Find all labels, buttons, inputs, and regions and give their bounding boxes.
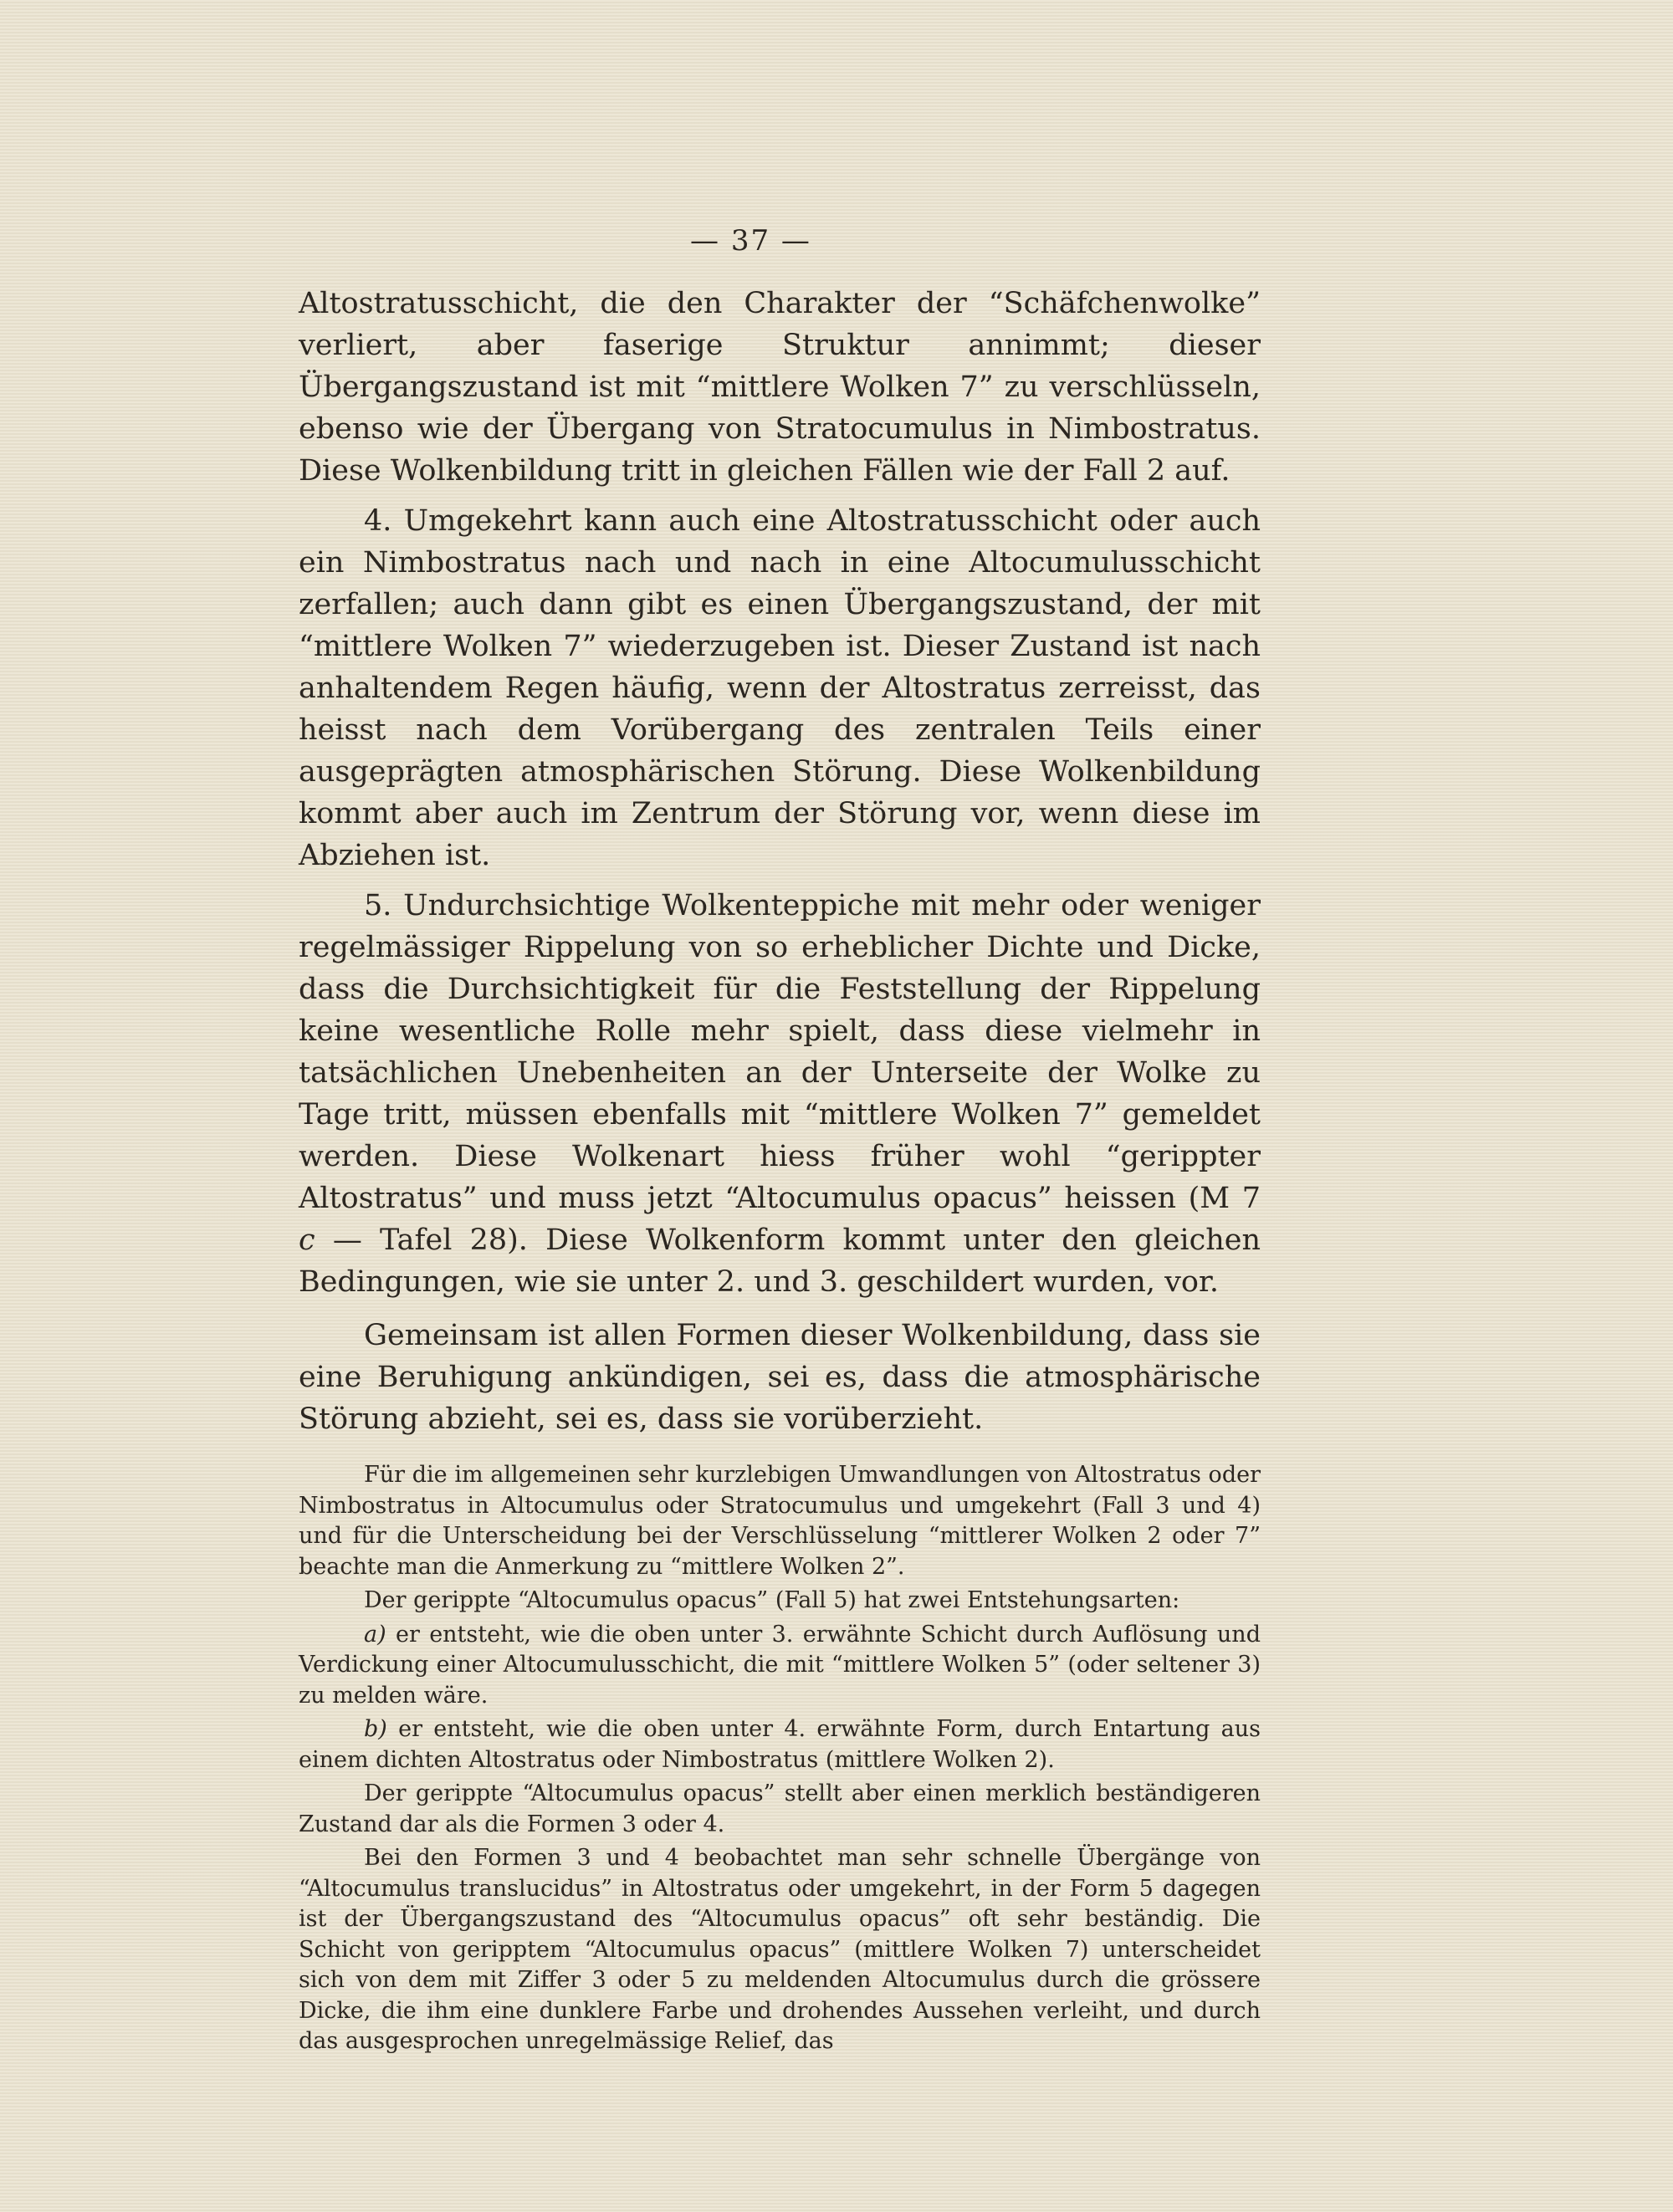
paragraph-case-5-text-b: — Tafel 28). Diese Wolkenform kommt unter den gleichen Bedingungen, wie sie unter 2. und 3. geschildert wurden, vor. — [299, 1223, 1261, 1299]
note-label-a: a) — [364, 1621, 386, 1648]
paragraph-summary: Gemeinsam ist allen Formen dieser Wolkenbildung, dass sie eine Beruhigung ankündigen, sei es, dass die atmosphärische Störung abzieht, sei es, dass sie vorüberzieht. — [299, 1319, 1261, 1436]
paragraph-case-5-text-a: 5. Undurchsichtige Wolkenteppiche mit mehr oder weniger regelmässiger Rippelung von so erheblicher Dichte und Dicke, dass die Durchsichtigkeit für die Feststellung der Rippelung keine wesentliche Rolle mehr spielt, dass diese vielmehr in tatsächlichen Unebenheiten an der Unterseite der Wolke zu Tage tritt, müssen ebenfalls mit “mittlere Wolken 7” gemeldet werden. Diese Wolkenart hiess früher wohl “gerippter Altostratus” und muss jetzt “Altocumulus opacus” heissen (M 7 — [299, 889, 1261, 1215]
notes-section — [299, 1460, 1261, 2057]
note-paragraph: Bei den Formen 3 und 4 beobachtet man sehr schnelle Übergänge von “Altocumulus translucidus” in Altostratus oder umgekehrt, in der Form 5 dagegen ist der Übergangszustand des “Altocumulus opacus” oft sehr beständig. Die Schicht von geripptem “Altocumulus opacus” (mittlere Wolken 7) unterscheidet sich von dem mit Ziffer 3 oder 5 zu meldenden Altocumulus durch die grössere Dicke, die ihm eine dunklere Farbe und drohendes Aussehen verleiht, und durch das ausgesprochen unregelmässige Relief, das — [299, 1845, 1261, 2054]
page-number: — 37 — — [690, 224, 811, 258]
paragraph-case-5-italic: c — [299, 1223, 315, 1257]
body-text — [299, 283, 1261, 2057]
note-text-a: er entsteht, wie die oben unter 3. erwähnte Schicht durch Auflösung und Verdickung einer Altocumulusschicht, die mit “mittlere Wolken 5” (oder seltener 3) zu melden wäre. — [299, 1621, 1261, 1709]
note-paragraph-b — [299, 1714, 1261, 1775]
note-text-b: er entsteht, wie die oben unter 4. erwähnte Form, durch Entartung aus einem dichten Altostratus oder Nimbostratus (mittlere Wolken 2). — [299, 1716, 1261, 1773]
paragraph-case-5 — [299, 885, 1261, 1303]
note-label-b: b) — [364, 1716, 387, 1742]
note-paragraph: Für die im allgemeinen sehr kurzlebigen Umwandlungen von Altostratus oder Nimbostratus in Altocumulus oder Stratocumulus und umgekehrt (Fall 3 und 4) und für die Unterscheidung bei der Verschlüsselung “mittlerer Wolken 2 oder 7” beachte man die Anmerkung zu “mittlere Wolken 2”. — [299, 1462, 1261, 1580]
note-paragraph: Der gerippte “Altocumulus opacus” stellt aber einen merklich beständigeren Zustand dar als die Formen 3 oder 4. — [299, 1780, 1261, 1837]
note-paragraph: Der gerippte “Altocumulus opacus” (Fall 5) hat zwei Entstehungsarten: — [364, 1587, 1180, 1613]
paragraph-case-4: 4. Umgekehrt kann auch eine Altostratusschicht oder auch ein Nimbostratus nach und nach in eine Altocumulusschicht zerfallen; auch dann gibt es einen Übergangszustand, der mit “mittlere Wolken 7” wiederzugeben ist. Dieser Zustand ist nach anhaltendem Regen häufig, wenn der Altostratus zerreisst, das heisst nach dem Vorübergang des zentralen Teils einer ausgeprägten atmosphärischen Störung. Diese Wolkenbildung kommt aber auch im Zentrum der Störung vor, wenn diese im Abziehen ist. — [299, 504, 1261, 872]
paragraph-continuation: Altostratusschicht, die den Charakter der “Schäfchenwolke” verliert, aber faserige Struktur annimmt; dieser Übergangszustand ist mit “mittlere Wolken 7” zu verschlüsseln, ebenso wie der Übergang von Stratocumulus in Nimbostratus. Diese Wolkenbildung tritt in gleichen Fällen wie der Fall 2 auf. — [299, 287, 1261, 488]
note-paragraph-a — [299, 1620, 1261, 1712]
